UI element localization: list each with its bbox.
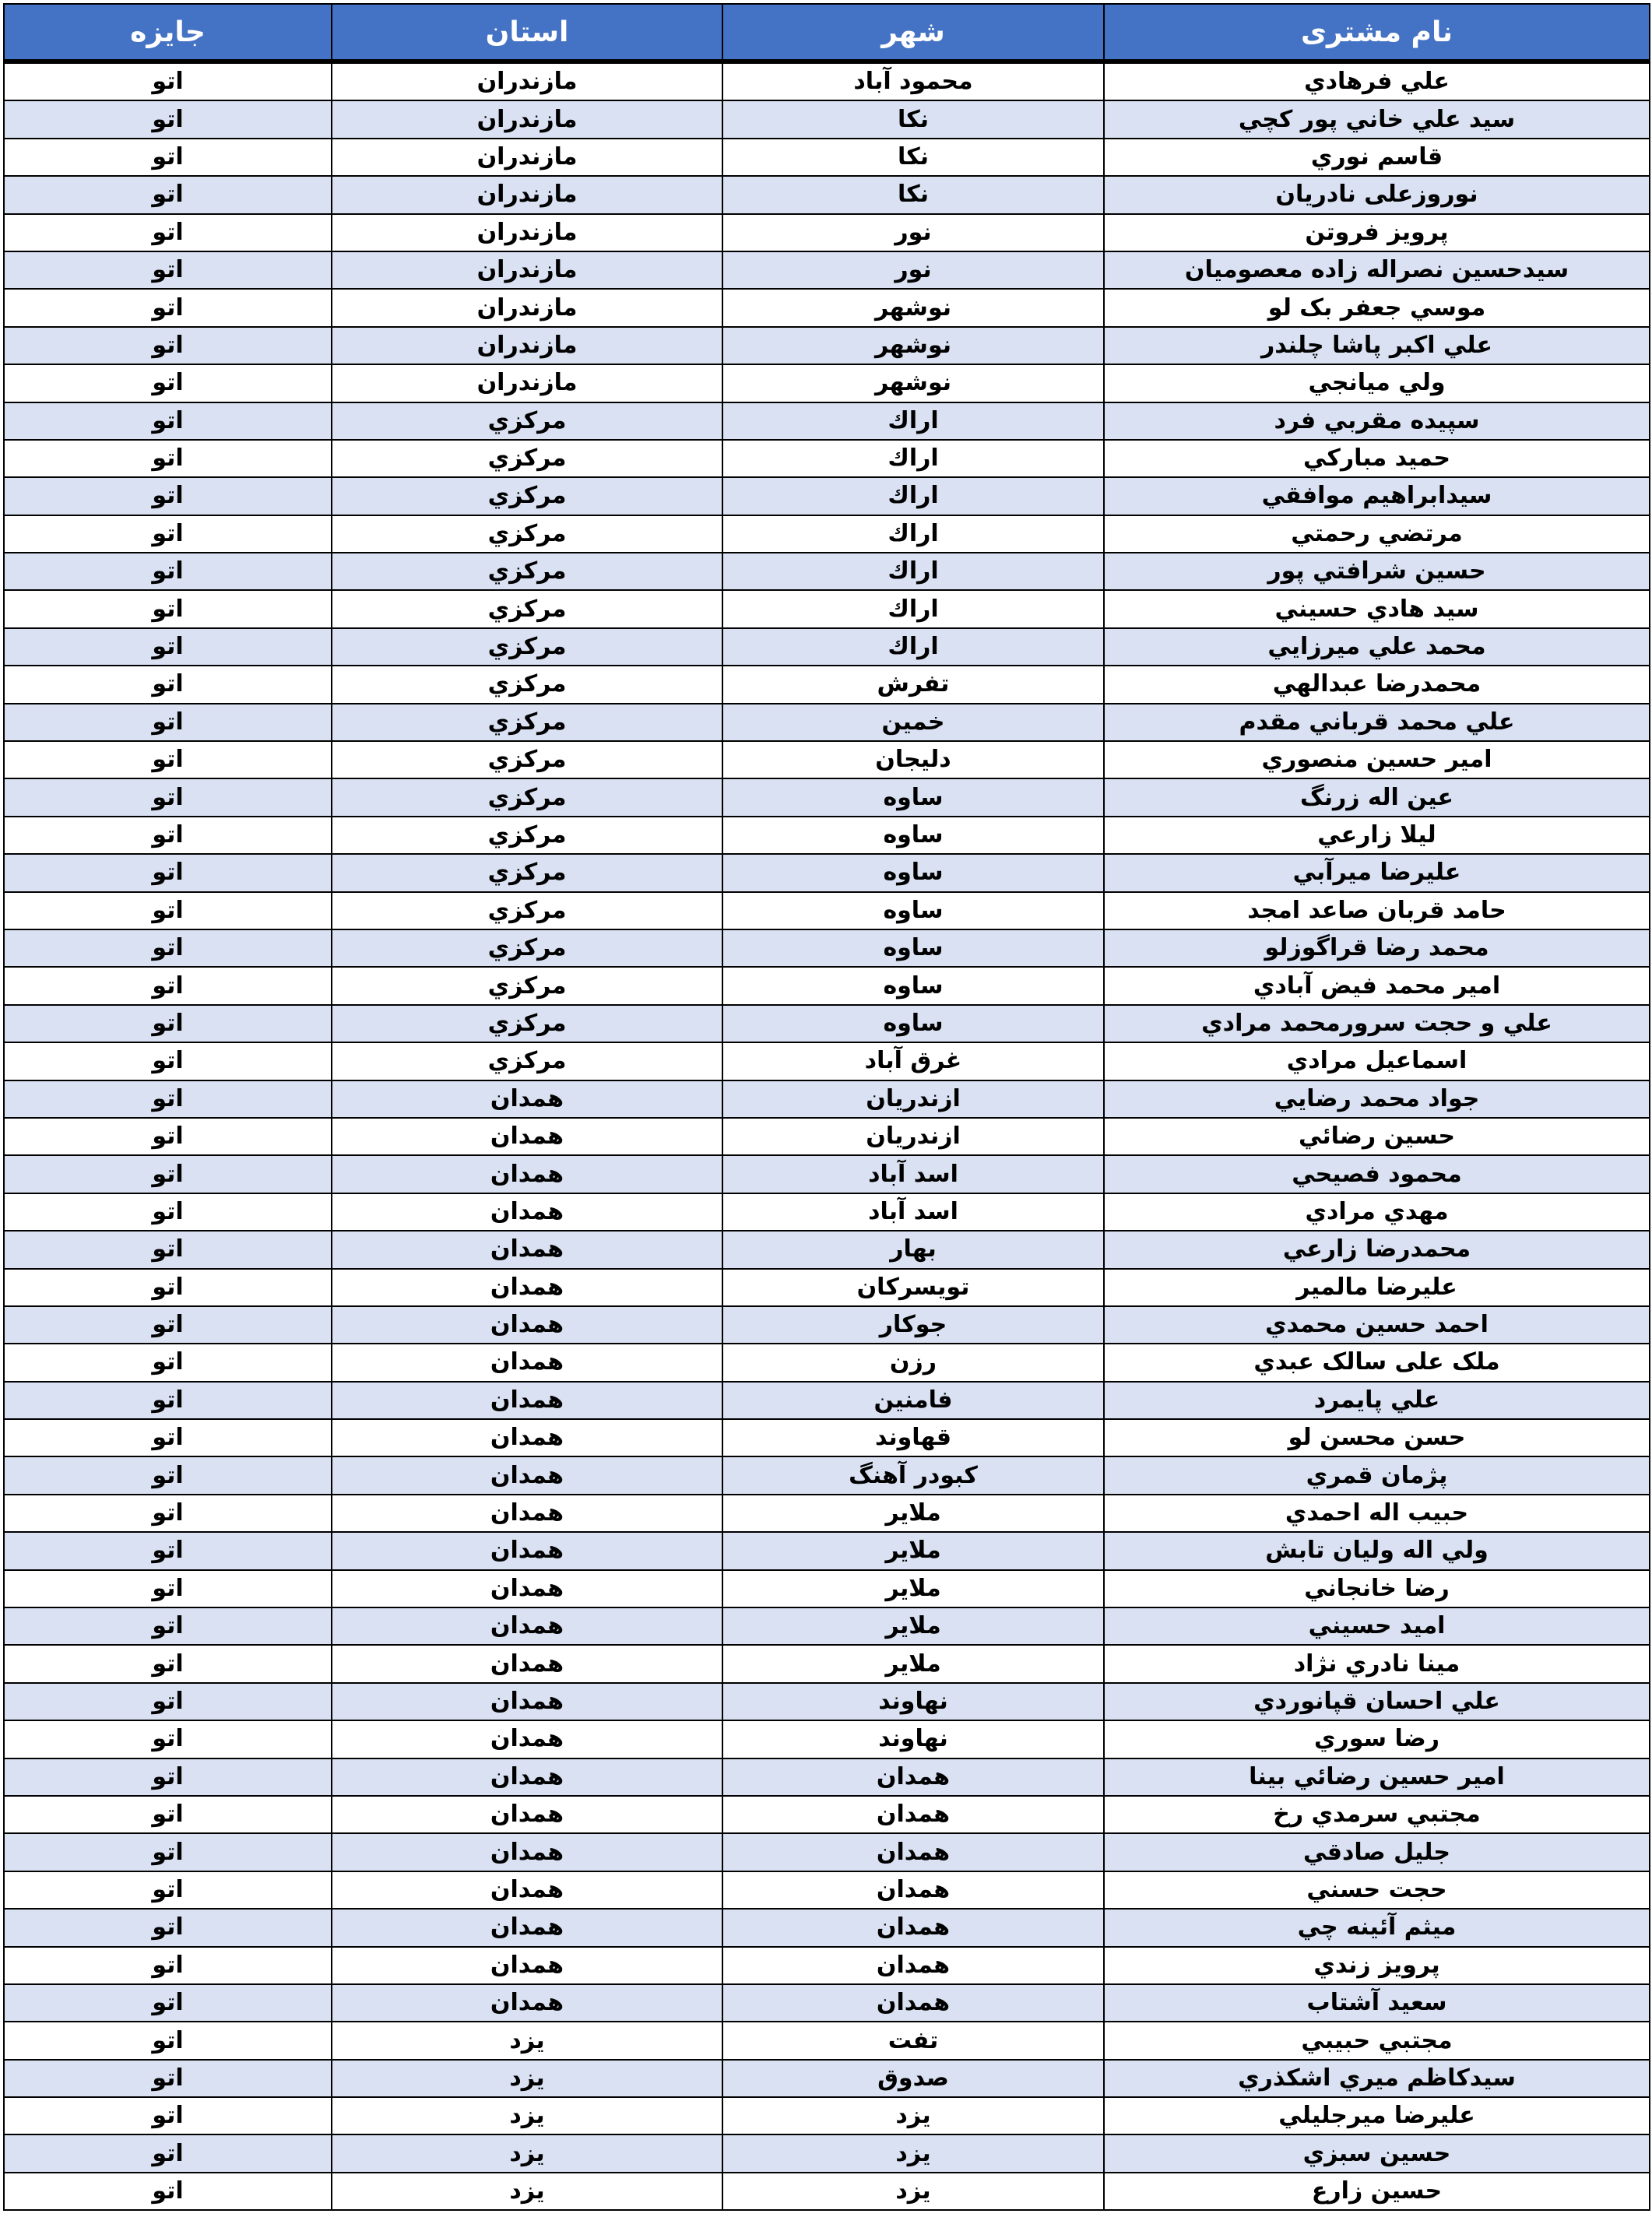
cell-name[interactable]: محمدرضا عبدالهي [1104,666,1650,703]
spreadsheet [3,3,1649,2214]
cell-city[interactable]: اراك [722,628,1104,666]
table-row [4,1118,1650,1155]
cell-city[interactable]: تفرش [722,666,1104,703]
cell-prize[interactable]: اتو [4,741,332,778]
cell-name[interactable]: محمود فصيحي [1104,1155,1650,1193]
cell-province[interactable]: مركزي [332,778,722,816]
cell-name[interactable]: اميد حسيني [1104,1607,1650,1645]
table-row [4,1871,1650,1909]
cell-prize[interactable]: اتو [4,1344,332,1381]
cell-prize[interactable]: اتو [4,477,332,515]
cell-name[interactable]: ولي اله وليان تابش [1104,1532,1650,1569]
cell-prize[interactable]: اتو [4,2134,332,2172]
cell-name[interactable]: حسين شرافتي پور [1104,553,1650,590]
cell-name[interactable]: عليرضا مالمير [1104,1269,1650,1306]
cell-name[interactable]: سيدكاظم ميري اشكذري [1104,2060,1650,2097]
cell-name[interactable]: محمد علي ميرزايي [1104,628,1650,666]
cell-prize[interactable]: اتو [4,1796,332,1833]
cell-city[interactable]: محمود آباد [722,61,1104,100]
table-row [4,1155,1650,1193]
cell-city[interactable]: همدان [722,1947,1104,1984]
cell-province[interactable]: مازندران [332,214,722,251]
cell-prize[interactable]: اتو [4,1909,332,1946]
cell-prize[interactable]: اتو [4,2097,332,2134]
cell-province[interactable]: يزد [332,2060,722,2097]
cell-name[interactable]: مينا نادري نژاد [1104,1645,1650,1682]
cell-province[interactable]: مازندران [332,100,722,138]
cell-city[interactable]: اسد آباد [722,1155,1104,1193]
cell-prize[interactable]: اتو [4,2022,332,2059]
table-header [4,4,1650,61]
cell-province[interactable]: مركزي [332,477,722,515]
cell-prize[interactable]: اتو [4,666,332,703]
cell-name[interactable]: امير حسين رضائي بينا [1104,1758,1650,1796]
cell-city[interactable]: ساوه [722,967,1104,1004]
cell-prize[interactable]: اتو [4,440,332,477]
cell-city[interactable]: ازندريان [722,1080,1104,1118]
cell-prize[interactable]: اتو [4,778,332,816]
table-row [4,2022,1650,2059]
cell-city[interactable]: نور [722,214,1104,251]
cell-province[interactable]: همدان [332,1947,722,1984]
cell-prize[interactable]: اتو [4,1382,332,1419]
header-city[interactable]: شهر [722,4,1104,61]
cell-city[interactable]: ساوه [722,892,1104,929]
cell-name[interactable]: حسن محسن لو [1104,1419,1650,1456]
cell-name[interactable]: مرتضي رحمتي [1104,515,1650,553]
cell-name[interactable]: محمدرضا زارعي [1104,1231,1650,1268]
cell-city[interactable]: فامنين [722,1382,1104,1419]
cell-name[interactable]: احمد حسين محمدي [1104,1306,1650,1344]
cell-province[interactable]: همدان [332,1984,722,2022]
table-row [4,1947,1650,1984]
cell-province[interactable]: همدان [332,1909,722,1946]
cell-prize[interactable]: اتو [4,1871,332,1909]
table-row [4,327,1650,364]
cell-city[interactable]: اراك [722,515,1104,553]
cell-city[interactable]: ازندريان [722,1118,1104,1155]
cell-province[interactable]: همدان [332,1155,722,1193]
cell-prize[interactable]: اتو [4,1645,332,1682]
cell-city[interactable]: غرق آباد [722,1042,1104,1080]
cell-province[interactable]: مازندران [332,327,722,364]
cell-prize[interactable]: اتو [4,100,332,138]
cell-prize[interactable]: اتو [4,1984,332,2022]
table-row [4,1193,1650,1231]
cell-prize[interactable]: اتو [4,1005,332,1042]
cell-name[interactable]: علي و حجت سرورمحمد مرادي [1104,1005,1650,1042]
table-row [4,1419,1650,1456]
cell-name[interactable]: امير محمد فيض آبادي [1104,967,1650,1004]
cell-prize[interactable]: اتو [4,817,332,854]
cell-province[interactable]: مازندران [332,139,722,176]
cell-city[interactable]: نكا [722,176,1104,213]
table-row [4,967,1650,1004]
table-row [4,1607,1650,1645]
cell-prize[interactable]: اتو [4,1306,332,1344]
table-row [4,1984,1650,2022]
cell-prize[interactable]: اتو [4,61,332,100]
cell-province[interactable]: يزد [332,2022,722,2059]
header-name[interactable]: نام مشتری [1104,4,1650,61]
cell-name[interactable]: حسين زارع [1104,2173,1650,2210]
table-row [4,289,1650,326]
cell-prize[interactable]: اتو [4,590,332,627]
cell-prize[interactable]: اتو [4,1269,332,1306]
cell-province[interactable]: همدان [332,1231,722,1268]
table-row [4,477,1650,515]
cell-city[interactable]: كبودر آهنگ [722,1456,1104,1494]
cell-province[interactable]: همدان [332,1419,722,1456]
cell-province[interactable]: يزد [332,2097,722,2134]
table-row [4,1909,1650,1946]
cell-city[interactable]: تفت [722,2022,1104,2059]
cell-name[interactable]: پژمان قمري [1104,1456,1650,1494]
cell-city[interactable]: نكا [722,139,1104,176]
table-row [4,1720,1650,1758]
cell-prize[interactable]: اتو [4,1495,332,1532]
cell-prize[interactable]: اتو [4,364,332,402]
cell-city[interactable]: ملاير [722,1570,1104,1607]
cell-city[interactable]: همدان [722,1833,1104,1871]
cell-name[interactable]: جواد محمد رضايي [1104,1080,1650,1118]
cell-name[interactable]: ولي ميانجي [1104,364,1650,402]
cell-prize[interactable]: اتو [4,704,332,741]
cell-province[interactable]: همدان [332,1193,722,1231]
cell-name[interactable]: سيدابراهيم موافقي [1104,477,1650,515]
cell-name[interactable]: سيدحسين نصراله زاده معصوميان [1104,251,1650,289]
cell-province[interactable]: همدان [332,1080,722,1118]
cell-name[interactable]: عليرضا ميرآبي [1104,854,1650,891]
table-row [4,2173,1650,2210]
cell-city[interactable]: نكا [722,100,1104,138]
cell-city[interactable]: اراك [722,553,1104,590]
table-row [4,929,1650,967]
cell-city[interactable]: يزد [722,2097,1104,2134]
cell-province[interactable]: مازندران [332,364,722,402]
cell-prize[interactable]: اتو [4,854,332,891]
cell-city[interactable]: يزد [722,2173,1104,2210]
table-row [4,364,1650,402]
cell-name[interactable]: امير حسين منصوري [1104,741,1650,778]
cell-prize[interactable]: اتو [4,176,332,213]
cell-name[interactable]: پرويز زندي [1104,1947,1650,1984]
cell-province[interactable]: همدان [332,1833,722,1871]
cell-name[interactable]: حميد مباركي [1104,440,1650,477]
table-row [4,1683,1650,1720]
cell-city[interactable]: همدان [722,1796,1104,1833]
cell-name[interactable]: نوروزعلی نادریان [1104,176,1650,213]
cell-prize[interactable]: اتو [4,1456,332,1494]
cell-prize[interactable]: اتو [4,515,332,553]
cell-city[interactable]: خمين [722,704,1104,741]
table-row [4,2097,1650,2134]
cell-province[interactable]: مركزي [332,440,722,477]
cell-name[interactable]: عين اله زرنگ [1104,778,1650,816]
cell-prize[interactable]: اتو [4,1532,332,1569]
cell-name[interactable]: علي پايمرد [1104,1382,1650,1419]
table-row [4,1532,1650,1569]
cell-province[interactable]: همدان [332,1607,722,1645]
table-row [4,1306,1650,1344]
cell-city[interactable]: همدان [722,1758,1104,1796]
table-row [4,590,1650,627]
table-body [4,61,1650,2210]
table-row [4,704,1650,741]
cell-name[interactable]: سيد هادي حسيني [1104,590,1650,627]
cell-province[interactable]: همدان [332,1118,722,1155]
cell-prize[interactable]: اتو [4,402,332,440]
cell-province[interactable]: مازندران [332,176,722,213]
cell-name[interactable]: علي احسان قپانوردي [1104,1683,1650,1720]
cell-city[interactable]: بهار [722,1231,1104,1268]
table-row [4,666,1650,703]
cell-name[interactable]: حسين رضائي [1104,1118,1650,1155]
cell-city[interactable]: جوكار [722,1306,1104,1344]
header-province[interactable]: استان [332,4,722,61]
table-row [4,440,1650,477]
cell-city[interactable]: ساوه [722,1005,1104,1042]
cell-prize[interactable]: اتو [4,1042,332,1080]
table-row [4,741,1650,778]
table-row [4,1645,1650,1682]
table-row [4,1382,1650,1419]
cell-province[interactable]: همدان [332,1871,722,1909]
table-row [4,892,1650,929]
cell-province[interactable]: مازندران [332,61,722,100]
cell-prize[interactable]: اتو [4,2060,332,2097]
cell-province[interactable]: مركزي [332,704,722,741]
cell-name[interactable]: محمد رضا قراگوزلو [1104,929,1650,967]
cell-prize[interactable]: اتو [4,553,332,590]
cell-name[interactable]: مجتبي سرمدي رخ [1104,1796,1650,1833]
table-row [4,214,1650,251]
cell-name[interactable]: علي اكبر پاشا چلندر [1104,327,1650,364]
table-row [4,1231,1650,1268]
header-row [4,4,1650,61]
cell-province[interactable]: مركزي [332,628,722,666]
cell-prize[interactable]: اتو [4,139,332,176]
table-row [4,1570,1650,1607]
cell-city[interactable]: قهاوند [722,1419,1104,1456]
cell-prize[interactable]: اتو [4,1193,332,1231]
cell-name[interactable]: رضا سوري [1104,1720,1650,1758]
cell-name[interactable]: سيد علي خاني پور كچي [1104,100,1650,138]
table-row [4,553,1650,590]
table-row [4,61,1650,100]
cell-city[interactable]: ملاير [722,1607,1104,1645]
cell-name[interactable]: موسي جعفر بک لو [1104,289,1650,326]
cell-province[interactable]: همدان [332,1683,722,1720]
cell-name[interactable]: حبيب اله احمدي [1104,1495,1650,1532]
cell-prize[interactable]: اتو [4,967,332,1004]
cell-province[interactable]: مازندران [332,289,722,326]
cell-name[interactable]: سپيده مقربي فرد [1104,402,1650,440]
cell-prize[interactable]: اتو [4,327,332,364]
cell-city[interactable]: نهاوند [722,1720,1104,1758]
cell-province[interactable]: مركزي [332,892,722,929]
cell-province[interactable]: مركزي [332,854,722,891]
table-row [4,1080,1650,1118]
cell-province[interactable]: مركزي [332,553,722,590]
cell-province[interactable]: مركزي [332,402,722,440]
header-prize[interactable]: جایزه [4,4,332,61]
cell-city[interactable]: ملاير [722,1532,1104,1569]
cell-prize[interactable]: اتو [4,214,332,251]
cell-name[interactable]: اسماعيل مرادي [1104,1042,1650,1080]
table-row [4,100,1650,138]
cell-city[interactable]: صدوق [722,2060,1104,2097]
cell-name[interactable]: علي فرهادي [1104,61,1650,100]
cell-province[interactable]: همدان [332,1495,722,1532]
table-row [4,817,1650,854]
cell-prize[interactable]: اتو [4,1118,332,1155]
table-row [4,2060,1650,2097]
cell-city[interactable]: نوشهر [722,327,1104,364]
cell-city[interactable]: ساوه [722,778,1104,816]
cell-name[interactable]: رضا خانجاني [1104,1570,1650,1607]
customer-prize-table [3,3,1650,2211]
cell-prize[interactable]: اتو [4,1833,332,1871]
cell-province[interactable]: همدان [332,1570,722,1607]
cell-city[interactable]: يزد [722,2134,1104,2172]
cell-province[interactable]: همدان [332,1720,722,1758]
cell-province[interactable]: مركزي [332,929,722,967]
cell-name[interactable]: علي محمد قرباني مقدم [1104,704,1650,741]
cell-city[interactable]: ساوه [722,817,1104,854]
cell-province[interactable]: مركزي [332,1005,722,1042]
table-row [4,515,1650,553]
table-row [4,139,1650,176]
cell-city[interactable]: ملاير [722,1645,1104,1682]
cell-prize[interactable]: اتو [4,2173,332,2210]
cell-city[interactable]: ملاير [722,1495,1104,1532]
table-row [4,1005,1650,1042]
cell-province[interactable]: مركزي [332,967,722,1004]
cell-name[interactable]: ملک علی سالک عبدي [1104,1344,1650,1381]
table-row [4,1833,1650,1871]
cell-name[interactable]: قاسم نوري [1104,139,1650,176]
cell-province[interactable]: همدان [332,1344,722,1381]
cell-name[interactable]: جليل صادقي [1104,1833,1650,1871]
cell-name[interactable]: حسين سبزي [1104,2134,1650,2172]
cell-city[interactable]: ساوه [722,854,1104,891]
cell-province[interactable]: مركزي [332,817,722,854]
cell-prize[interactable]: اتو [4,1080,332,1118]
cell-province[interactable]: همدان [332,1796,722,1833]
cell-prize[interactable]: اتو [4,1419,332,1456]
cell-name[interactable]: مهدي مرادي [1104,1193,1650,1231]
table-row [4,778,1650,816]
cell-prize[interactable]: اتو [4,289,332,326]
cell-city[interactable]: نوشهر [722,289,1104,326]
cell-prize[interactable]: اتو [4,1758,332,1796]
cell-prize[interactable]: اتو [4,929,332,967]
table-row [4,251,1650,289]
cell-province[interactable]: همدان [332,1269,722,1306]
cell-province[interactable]: همدان [332,1532,722,1569]
cell-prize[interactable]: اتو [4,628,332,666]
table-row [4,1796,1650,1833]
cell-prize[interactable]: اتو [4,1155,332,1193]
cell-province[interactable]: همدان [332,1382,722,1419]
cell-prize[interactable]: اتو [4,251,332,289]
table-row [4,402,1650,440]
cell-province[interactable]: همدان [332,1306,722,1344]
cell-prize[interactable]: اتو [4,1683,332,1720]
cell-prize[interactable]: اتو [4,1607,332,1645]
cell-city[interactable]: ساوه [722,929,1104,967]
cell-name[interactable]: پرويز فروتن [1104,214,1650,251]
table-row [4,1269,1650,1306]
cell-city[interactable]: اراك [722,477,1104,515]
cell-city[interactable]: همدان [722,1909,1104,1946]
cell-name[interactable]: سعيد آشتاب [1104,1984,1650,2022]
cell-province[interactable]: مركزي [332,590,722,627]
table-row [4,176,1650,213]
cell-province[interactable]: مركزي [332,741,722,778]
cell-name[interactable]: ليلا زارعي [1104,817,1650,854]
cell-name[interactable]: حجت حسني [1104,1871,1650,1909]
cell-province[interactable]: يزد [332,2134,722,2172]
cell-prize[interactable]: اتو [4,1231,332,1268]
table-row [4,628,1650,666]
cell-province[interactable]: مركزي [332,666,722,703]
cell-prize[interactable]: اتو [4,1570,332,1607]
cell-province[interactable]: همدان [332,1645,722,1682]
table-row [4,1344,1650,1381]
cell-city[interactable]: اراك [722,590,1104,627]
table-row [4,1456,1650,1494]
cell-name[interactable]: عليرضا ميرجليلي [1104,2097,1650,2134]
cell-city[interactable]: نور [722,251,1104,289]
cell-city[interactable]: همدان [722,1871,1104,1909]
cell-city[interactable]: اراك [722,440,1104,477]
cell-city[interactable]: نوشهر [722,364,1104,402]
cell-prize[interactable]: اتو [4,1720,332,1758]
cell-city[interactable]: رزن [722,1344,1104,1381]
cell-province[interactable]: همدان [332,1456,722,1494]
table-row [4,1758,1650,1796]
cell-province[interactable]: مركزي [332,515,722,553]
cell-prize[interactable]: اتو [4,1947,332,1984]
cell-name[interactable]: ميثم آئينه چي [1104,1909,1650,1946]
cell-name[interactable]: حامد قربان صاعد امجد [1104,892,1650,929]
cell-province[interactable]: همدان [332,1758,722,1796]
cell-name[interactable]: مجتبي حبيبي [1104,2022,1650,2059]
cell-city[interactable]: تويسركان [722,1269,1104,1306]
cell-city[interactable]: نهاوند [722,1683,1104,1720]
cell-city[interactable]: اراك [722,402,1104,440]
table-row [4,2134,1650,2172]
cell-city[interactable]: همدان [722,1984,1104,2022]
table-row [4,1495,1650,1532]
table-row [4,854,1650,891]
table-row [4,1042,1650,1080]
cell-province[interactable]: مازندران [332,251,722,289]
cell-province[interactable]: يزد [332,2173,722,2210]
cell-prize[interactable]: اتو [4,892,332,929]
cell-city[interactable]: دليجان [722,741,1104,778]
cell-province[interactable]: مركزي [332,1042,722,1080]
cell-city[interactable]: اسد آباد [722,1193,1104,1231]
